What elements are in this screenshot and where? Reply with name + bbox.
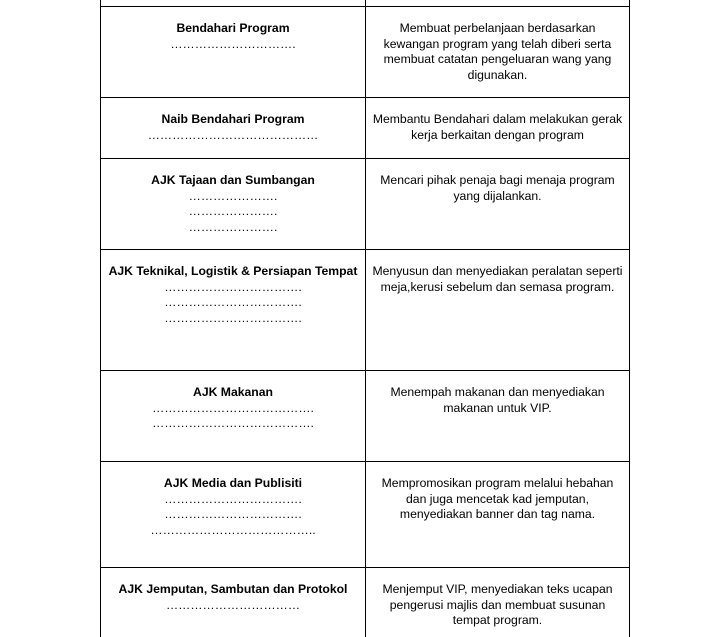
name-placeholder-dots: ………………………………….. xyxy=(150,522,316,537)
duty-cell xyxy=(366,7,629,97)
table-row xyxy=(101,461,629,567)
table-row xyxy=(101,249,629,370)
role-title: AJK Tajaan dan Sumbangan xyxy=(151,173,315,187)
role-title: AJK Teknikal, Logistik & Persiapan Tempat xyxy=(108,264,358,278)
duty-cell xyxy=(366,159,629,249)
name-placeholder-dots: …………………………. xyxy=(170,36,296,51)
duty-text: Membuat perbelanjaan berdasarkan kewangan program yang telah diberi serta membuat catatan pengeluaran wang yang digunakan. xyxy=(383,21,612,82)
table-row xyxy=(101,370,629,461)
name-placeholder-dots: …………………………………. xyxy=(152,416,314,430)
duty-cell xyxy=(366,371,629,461)
name-placeholder-dots: …………………. xyxy=(188,219,278,234)
name-placeholder-dots: ……………………………. xyxy=(164,295,302,309)
name-placeholder-dots: ……………………………. xyxy=(164,491,302,506)
committee-table xyxy=(100,0,630,637)
role-title: Bendahari Program xyxy=(176,21,290,35)
role-title: AJK Jemputan, Sambutan dan Protokol xyxy=(118,582,348,596)
table-row xyxy=(101,6,629,97)
duty-text: Menjemput VIP, menyediakan teks ucapan pengerusi majlis dan membuat susunan tempat program. xyxy=(382,582,613,627)
role-cell xyxy=(101,568,366,637)
name-placeholder-dots: ……………………………. xyxy=(164,507,302,521)
duty-text: Mencari pihak penaja bagi menaja program yang dijalankan. xyxy=(380,173,615,203)
name-placeholder-dots: ……………………………. xyxy=(164,279,302,294)
table-row xyxy=(101,567,629,637)
role-cell xyxy=(101,98,366,158)
duty-text: Menyusun dan menyediakan peralatan seperti meja,kerusi sebelum dan semasa program. xyxy=(372,264,623,294)
name-placeholder-dots: …………………………………. xyxy=(152,400,314,415)
role-cell xyxy=(101,159,366,249)
duty-cell xyxy=(366,462,629,567)
table-row xyxy=(101,97,629,158)
role-cell xyxy=(101,371,366,461)
role-title: AJK Media dan Publisiti xyxy=(163,476,303,490)
duty-text: Mempromosikan program melalui hebahan dan juga mencetak kad jemputan, menyediakan banner dan tag nama. xyxy=(381,476,614,521)
duty-text: Membantu Bendahari dalam melakukan gerak kerja berkaitan dengan program xyxy=(372,112,623,142)
table-row xyxy=(101,158,629,249)
duty-cell xyxy=(366,98,629,158)
duty-cell xyxy=(366,0,629,6)
role-cell xyxy=(101,462,366,567)
role-cell xyxy=(101,7,366,97)
role-title: AJK Makanan xyxy=(193,385,273,399)
role-cell xyxy=(101,0,366,6)
name-placeholder-dots: …………………………………… xyxy=(147,127,319,142)
duty-text: Menempah makanan dan menyediakan makanan untuk VIP. xyxy=(390,385,605,415)
duty-cell xyxy=(366,568,629,637)
duty-cell xyxy=(366,250,629,370)
role-title: Naib Bendahari Program xyxy=(161,112,305,126)
name-placeholder-dots: …………………. xyxy=(188,204,278,218)
name-placeholder-dots: …………………. xyxy=(188,188,278,203)
role-cell xyxy=(101,250,366,370)
name-placeholder-dots: ……………………………. xyxy=(164,310,302,325)
name-placeholder-dots: …………………………… xyxy=(165,597,301,612)
table-row xyxy=(101,0,629,6)
